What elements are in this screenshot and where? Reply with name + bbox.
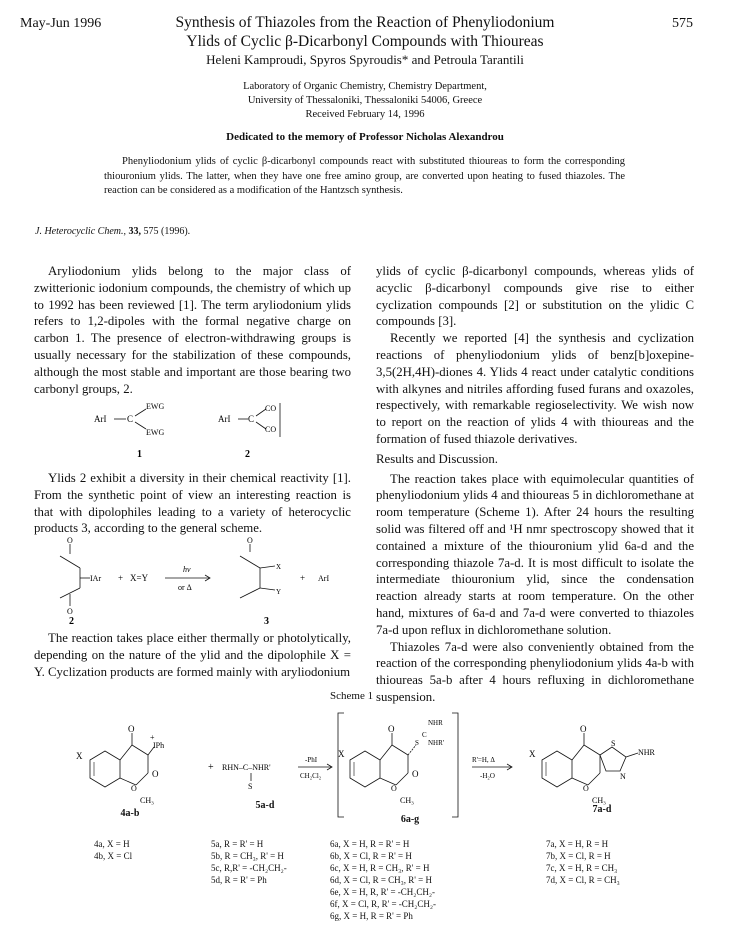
structures-1-2	[80, 395, 310, 465]
dedication: Dedicated to the memory of Professor Nicholas Alexandrou	[226, 131, 504, 143]
struct2-ari: ArI	[218, 414, 231, 424]
right-para-4: Thiazoles 7a-d were also conveniently obtained from the reaction of the corresponding phenyliodonium ylids 4a-b with thioureas 5a-b after 4 hours refluxing in dichloromethane suspension.	[376, 639, 694, 704]
s7-x: X	[529, 749, 536, 759]
scheme-or: or Δ	[178, 583, 192, 592]
list-item: 4b, X = Cl	[94, 851, 133, 861]
list-item: 7a, X = H, R = H	[546, 839, 609, 849]
list-item: 6f, X = Cl, R, R' = -CH₂CH₂-	[330, 899, 437, 909]
list-item: 5d, R = R' = Ph	[211, 875, 267, 885]
scheme-x: X	[276, 563, 282, 571]
struct2-co1: CO	[265, 404, 277, 413]
right-para-1: ylids of cyclic β-dicarbonyl compounds, whereas ylids of acyclic β-dicarbonyl compounds give rise to either cyclization compounds [2] or substitution on the ylidic C compounds [3].	[376, 264, 694, 329]
struct1-ewg1: EWG	[146, 402, 165, 411]
right-column	[376, 263, 694, 706]
s7-s: S	[611, 739, 616, 748]
struct2-c: C	[248, 414, 255, 424]
s6-o-right: O	[412, 769, 419, 779]
list-item: 7d, X = Cl, R = CH₃	[546, 875, 620, 885]
struct1-label: 1	[137, 449, 142, 460]
right-para-2: Recently we reported [4] the synthesis and cyclization reactions of phenyliodonium ylids of benz[b]oxepine-3,5(2H,4H)-diones 4. Ylids 4 react under catalytic conditions with alkynes and nitriles affording fused furans and oxazoles, respectively, with remarkable regioselectivity. We wish now to report on the reaction of ylids 4 with thioureas and the formation of fused thiazole derivatives.	[376, 331, 694, 446]
section-heading: Results and Discussion.	[376, 451, 498, 466]
s6-nhr: NHR	[428, 719, 443, 727]
structure-6	[338, 719, 444, 805]
citation-rest: 575 (1996).	[143, 226, 191, 237]
s7-nhr: NHR	[638, 748, 655, 757]
right-para-3: The reaction takes place with equimolecular quantities of phenyliodonium ylids 4 and thioureas 5 in dichloromethane at room temperature (Scheme 1). After 24 hours the resulting solid was filtered off and ¹H nmr spectroscopy showed that it contained a mixture of the thiouronium ylid 6a-d and the corresponding thiazole 7a-d. It is most difficult to isolate the intermediate thiouronium ylid, since the condensation reaction already starts at room temperature. On the other hand, mixtures of 6a-d and 7a-d were converted to thiazoles 7a-d upon reflux in dichloromethane solution.	[376, 471, 694, 637]
scheme-iar: IAr	[90, 574, 102, 583]
scheme-label-3: 3	[264, 616, 269, 626]
label-7ad: 7a-d	[592, 804, 612, 815]
para-text: The reaction takes place either thermally or photolytically, depending on the nature of the ylid and the dipolophile X = Y. Cyclization products are formed mainly with aryliodonium	[34, 631, 351, 679]
list-item: 5a, R = R' = H	[211, 839, 264, 849]
s4-o-ring: O	[131, 784, 137, 793]
authors: Heleni Kamproudi, Spyros Spyroudis* and Petroula Tarantili	[206, 52, 524, 67]
s4-o-right: O	[152, 769, 159, 779]
list-item: 6a, X = H, R = R' = H	[330, 839, 410, 849]
s7-n: N	[620, 772, 626, 781]
scheme-plus2: +	[300, 573, 306, 583]
arrow1-top: -PhI	[305, 756, 318, 764]
affiliation-line-2: University of Thessaloniki, Thessaloniki 54006, Greece	[247, 95, 483, 106]
s4-o-top: O	[128, 724, 135, 734]
list-item: 7b, X = Cl, R = H	[546, 851, 611, 861]
para-text: Aryliodonium ylids belong to the major class of zwitterionic iodonium compounds, the chemistry of which up to 1992 has been reviewed [1]. The term aryliodonium ylids refers to 1,2-dipoles with the formal negative charge on carbon 1. The presence of electron-withdrawing groups is usually necessary for the stabilization of these compounds, although the most stable and important are those bearing two carbonyl groups, 2.	[34, 264, 351, 396]
struct1-c: C	[127, 414, 134, 424]
s5-s: S	[248, 782, 253, 791]
structure-7	[529, 724, 656, 805]
s5-thiourea: RHN–C–NHR'	[222, 763, 271, 772]
s6-ch3: CH₃	[400, 796, 414, 805]
scheme1-title: Scheme 1	[330, 690, 374, 702]
s4-plus: +	[150, 733, 155, 742]
title-line-2: Ylids of Cyclic β-Dicarbonyl Compounds with Thioureas	[186, 33, 544, 50]
label-5ad: 5a-d	[255, 800, 275, 811]
label-6ag: 6a-g	[400, 814, 420, 825]
left-column-para-3	[34, 630, 351, 680]
scheme-y: Y	[276, 588, 282, 596]
arrow2-top: R'=H, Δ	[472, 756, 495, 764]
s6-s: S	[415, 739, 419, 747]
article-title	[100, 13, 630, 51]
list-item: 6c, X = H, R = CH₃, R' = H	[330, 863, 430, 873]
title-line-1: Synthesis of Thiazoles from the Reaction of Phenyliodonium	[175, 14, 555, 31]
list-item: 5c, R,R' = -CH₂CH₂-	[211, 863, 287, 873]
s7-o-ring: O	[583, 784, 589, 793]
citation	[35, 226, 190, 237]
label-4ab: 4a-b	[120, 808, 140, 819]
svg-text:O: O	[247, 536, 253, 545]
page-number: 575	[672, 16, 693, 31]
struct2-co2: CO	[265, 425, 277, 434]
s6-o-ring: O	[391, 784, 397, 793]
running-date: May-Jun 1996	[20, 16, 102, 31]
list-item: 5b, R = CH₃, R' = H	[211, 851, 284, 861]
citation-journal: J. Heterocyclic Chem.,	[35, 226, 126, 237]
structure-4	[76, 724, 164, 805]
scheme-label-2: 2	[69, 616, 74, 626]
list-7	[546, 838, 620, 886]
s4-x: X	[76, 751, 83, 761]
struct2-label: 2	[245, 449, 250, 460]
s6-nhr2: NHR'	[428, 739, 445, 747]
scheme-plus1: +	[118, 573, 124, 583]
scheme-hv: hν	[183, 565, 191, 574]
s6-o-top: O	[388, 724, 395, 734]
svg-text:O: O	[67, 536, 73, 545]
para-text: Ylids 2 exhibit a diversity in their chemical reactivity [1]. From the synthetic point of view an interesting reaction is that with dipolophiles leading to a variety of heterocyclic products 3, according to the general scheme.	[34, 471, 351, 536]
s7-ch3: CH₃	[592, 796, 606, 805]
struct1-ewg2: EWG	[146, 428, 165, 437]
left-column-para-2	[34, 470, 351, 537]
list-6	[330, 838, 436, 922]
arrow1-bottom: CH₂Cl₂	[300, 772, 322, 780]
received-date: Received February 14, 1996	[305, 109, 425, 120]
s6-x: X	[338, 749, 345, 759]
list-item: 4a, X = H	[94, 839, 130, 849]
s4-iph: IPh	[153, 741, 165, 750]
abstract: Phenyliodonium ylids of cyclic β-dicarbonyl compounds react with substituted thioureas to form the corresponding thiouronium ylids. The latter, when they have one free amino group, are converted upon heating to fused thiazoles. The reaction can be considered as a modification of the Hantzsch synthesis.	[104, 156, 625, 196]
s7-o-top: O	[580, 724, 587, 734]
svg-text:O: O	[67, 607, 73, 616]
affiliation-line-1: Laboratory of Organic Chemistry, Chemistry Department,	[243, 81, 487, 92]
general-scheme	[50, 536, 350, 626]
arrow2-bottom: -H₂O	[480, 772, 495, 780]
citation-volume: 33,	[128, 226, 141, 237]
list-item: 7c, X = H, R = CH₃	[546, 863, 618, 873]
s4-ch3: CH₃	[140, 796, 154, 805]
list-item: 6b, X = Cl, R = R' = H	[330, 851, 412, 861]
list-item: 6e, X = H, R, R' = -CH₂CH₂-	[330, 887, 436, 897]
scheme-ari: ArI	[318, 574, 330, 583]
list-item: 6d, X = Cl, R = CH₃, R' = H	[330, 875, 432, 885]
list-5	[211, 838, 287, 886]
list-item: 6g, X = H, R = R' = Ph	[330, 911, 413, 921]
affiliation	[150, 80, 580, 122]
scheme-xy: X=Y	[130, 573, 149, 583]
s6-c: C	[422, 731, 427, 739]
list-4	[94, 838, 132, 862]
left-column-para-1	[34, 263, 351, 397]
struct1-ari: ArI	[94, 414, 107, 424]
s-plus: +	[208, 762, 214, 773]
